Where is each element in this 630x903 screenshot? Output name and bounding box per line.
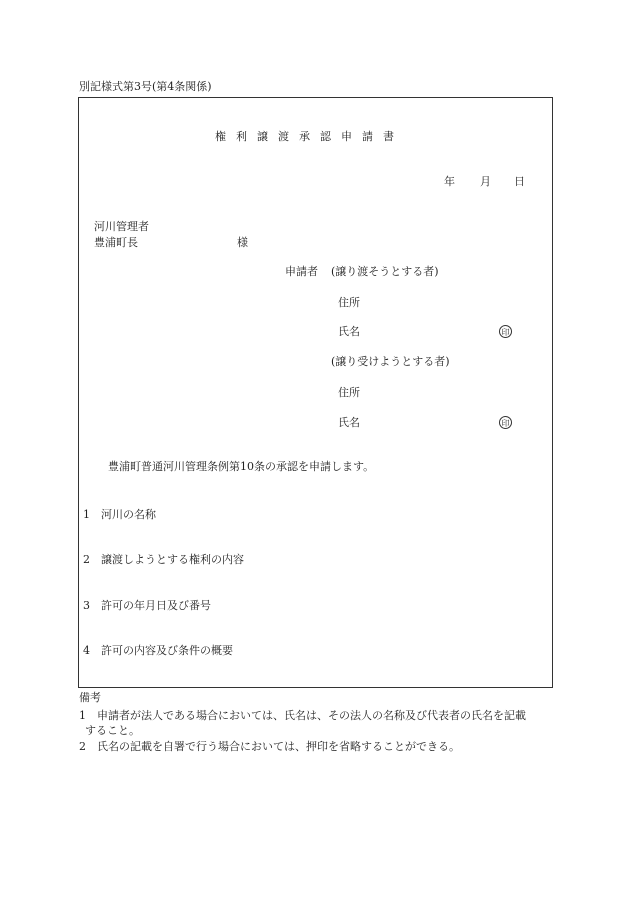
form-caption: 別記様式第3号(第4条関係) [79,80,212,93]
list-item-label: 河川の名称 [101,508,156,521]
list-item-number: 2 [83,553,90,566]
list-item [83,553,244,567]
list-item [83,508,156,522]
transferee-name-label: 氏名 [338,416,360,429]
list-item-number: 1 [83,508,90,521]
list-item-label: 許可の内容及び条件の概要 [101,644,233,657]
list-item-number: 4 [83,644,90,657]
request-statement: 豊浦町普通河川管理条例第10条の承認を申請します。 [108,460,375,473]
transferor-name-label: 氏名 [338,325,360,338]
remark-1-line-1: 1 申請者が法人である場合においては、氏名は、その法人の名称及び代表者の氏名を記載 [79,709,526,722]
remarks-heading: 備考 [79,691,101,704]
document-title: 権利譲渡承認申請書 [215,130,404,143]
addressee-line-2: 豊浦町長 [94,236,138,249]
remark-1-line-2: すること。 [85,724,140,737]
transferee-label: (譲り受けようとする者) [331,355,450,368]
list-item-number: 3 [83,599,90,612]
list-item [83,644,233,658]
seal-icon: 印 [499,416,512,429]
transferor-address-label: 住所 [338,296,360,309]
remark-2: 2 氏名の記載を自署で行う場合においては、押印を省略することができる。 [79,740,460,753]
transferee-address-label: 住所 [338,386,360,399]
date-year-label: 年 [444,175,455,188]
date-day-label: 日 [514,175,525,188]
seal-icon: 印 [499,325,512,338]
addressee-line-1: 河川管理者 [94,220,149,233]
applicant-label: 申請者 [285,265,318,278]
list-item-label: 譲渡しようとする権利の内容 [101,553,244,566]
list-item [83,599,211,613]
list-item-label: 許可の年月日及び番号 [101,599,211,612]
transferor-label: (譲り渡そうとする者) [331,265,439,278]
addressee-honorific: 様 [237,236,248,249]
date-month-label: 月 [480,175,491,188]
